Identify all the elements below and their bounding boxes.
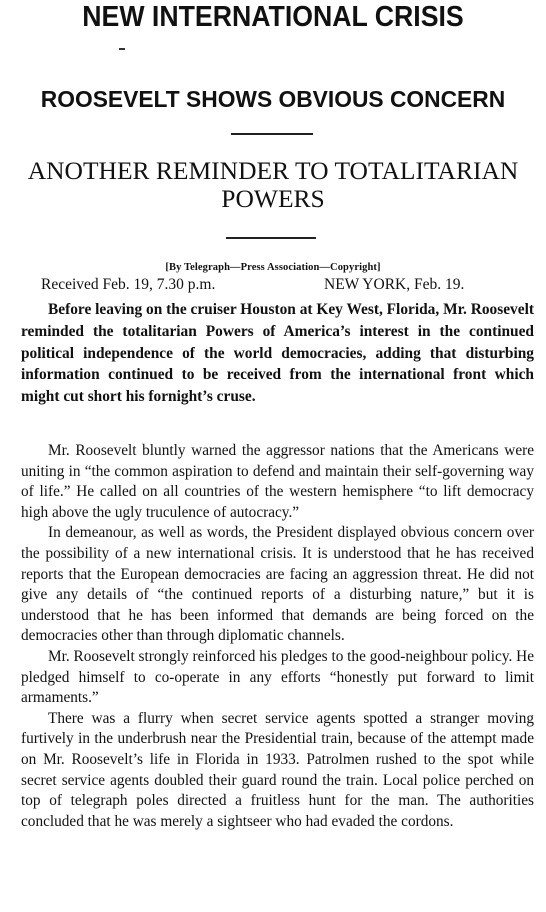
received-time: Received Feb. 19, 7.30 p.m. <box>41 276 216 293</box>
byline: [By Telegraph—Press Association—Copyright] <box>165 262 381 273</box>
place-date: NEW YORK, Feb. 19. <box>324 276 465 293</box>
divider-rule <box>226 237 316 239</box>
second-headline: ROOSEVELT SHOWS OBVIOUS CONCERN <box>40 86 506 112</box>
paragraph: Mr. Roosevelt strongly reinforced his pledges to the good-neighbour policy. He pledged himself to co-operate in any efforts “honestly put forward to limit armaments.” <box>21 647 534 707</box>
main-headline: NEW INTERNATIONAL CRISIS <box>82 1 464 33</box>
third-headline: ANOTHER REMINDER TO TOTALITARIAN POWERS <box>27 156 519 213</box>
paragraph: Mr. Roosevelt bluntly warned the aggressor nations that the Americans were uniting in “the common aspiration to defend and maintain their self-governing way of life.” He called on all countries of the western hemisphere “to lift democracy high above the ugly truculence of autocracy.” <box>21 442 534 521</box>
article-body <box>21 441 534 832</box>
rule-dot <box>119 48 125 50</box>
paragraph: There was a flurry when secret service agents spotted a stranger moving furtively in the underbrush near the Presidential train, because of the attempt made on Mr. Roosevelt’s life in Florida in 1933. Patrolmen rushed to the spot while secret service agents doubled their guard round the train. Local police perched on top of telegraph poles directed a fruitless hunt for the man. The authorities concluded that he was merely a sightseer who had evaded the cordons. <box>21 709 534 830</box>
divider-rule <box>231 133 313 135</box>
paragraph: In demeanour, as well as words, the President displayed obvious concern over the possibility of a new international crisis. It is understood that he has received reports that the European democracies are facing an aggression threat. He did not give any details of “the continued reports of a disturbing nature,” but it is understood that he has been informed that demands are being forced on the democracies other than through diplomatic channels. <box>21 524 534 645</box>
paragraph: Before leaving on the cruiser Houston at Key West, Florida, Mr. Roosevelt reminded the totalitarian Powers of America’s interest in the continued political independence of the world democracies, adding that disturbing information continued to be received from the international front which might cut short his fornight’s cruse. <box>21 301 534 406</box>
lead-paragraph-block <box>21 299 534 408</box>
